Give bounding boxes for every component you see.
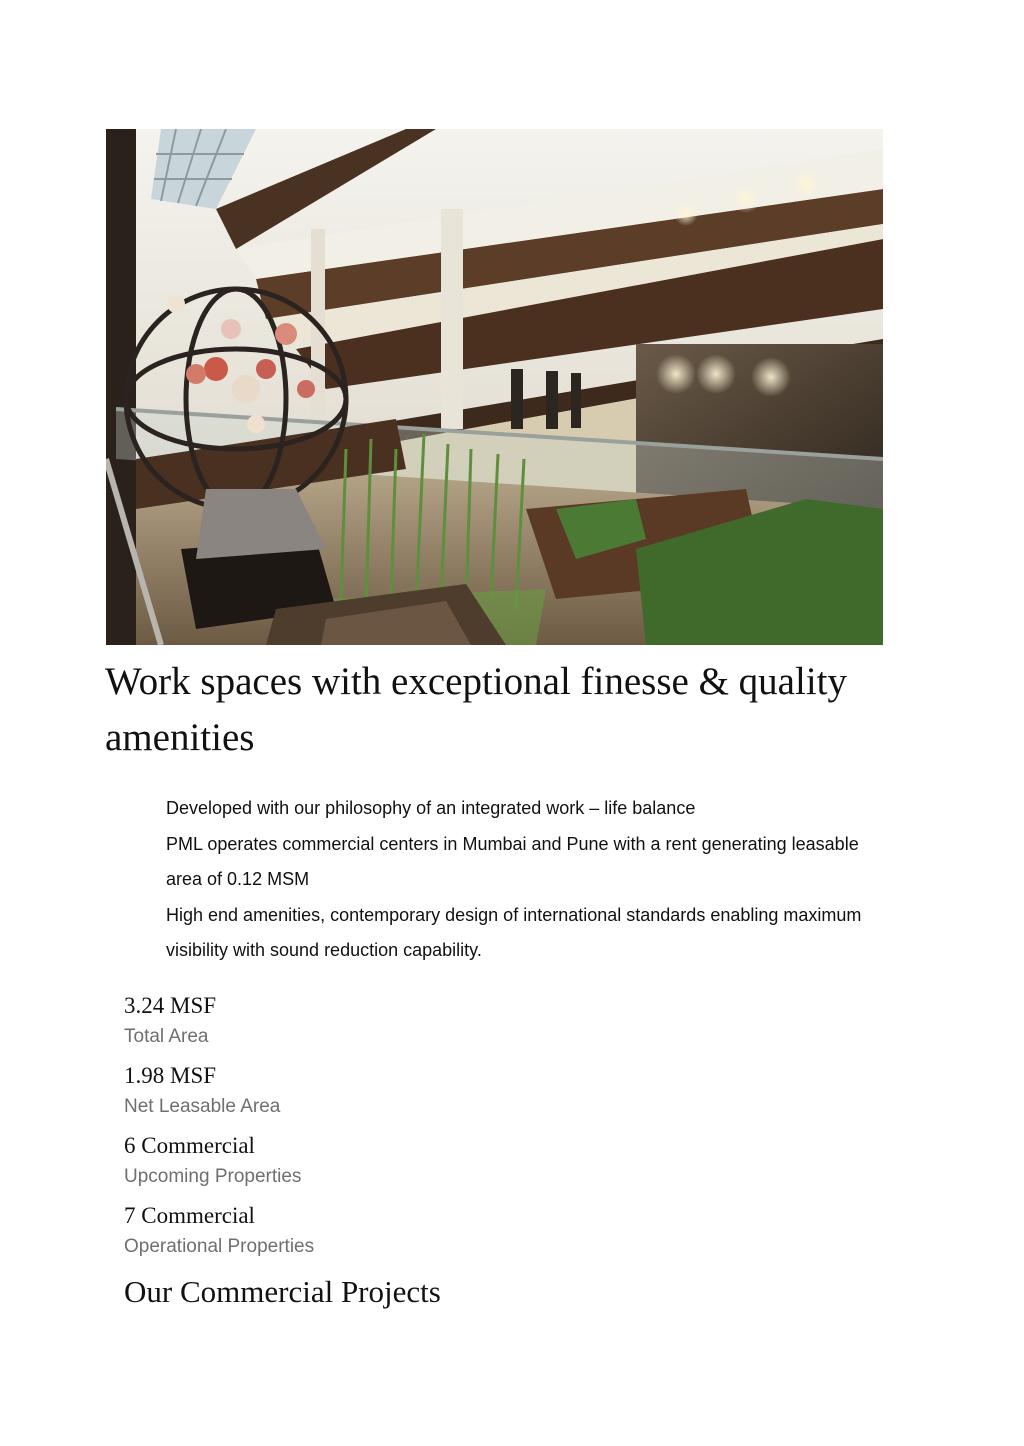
stats-list: [124, 990, 724, 1270]
stat-value: 1.98 MSF: [124, 1063, 217, 1088]
stat-label: Upcoming Properties: [124, 1166, 302, 1187]
stat-net-leasable-area: [124, 1060, 724, 1130]
stat-value: 3.24 MSF: [124, 993, 217, 1018]
stat-value: 6 Commercial: [124, 1133, 255, 1158]
section-title-commercial-projects: Our Commercial Projects: [124, 1274, 441, 1309]
stat-total-area: [124, 990, 724, 1060]
stat-value: 7 Commercial: [124, 1203, 255, 1228]
atrium-photo-icon: [106, 129, 883, 645]
stat-label: Total Area: [124, 1026, 209, 1047]
feature-item: High end amenities, contemporary design of international standards enabling maximum visibility with sound reduction capability.: [166, 904, 862, 960]
feature-list: [166, 791, 896, 969]
page-headline: Work spaces with exceptional finesse & quality amenities: [105, 660, 847, 759]
feature-item: Developed with our philosophy of an integrated work – life balance: [166, 798, 696, 818]
stat-label: Net Leasable Area: [124, 1096, 281, 1117]
stat-operational-properties: [124, 1200, 724, 1270]
stat-label: Operational Properties: [124, 1236, 315, 1257]
hero-atrium-image: [106, 129, 883, 645]
stat-upcoming-properties: [124, 1130, 724, 1200]
feature-item: PML operates commercial centers in Mumbai and Pune with a rent generating leasable area of 0.12 MSM: [166, 833, 859, 889]
